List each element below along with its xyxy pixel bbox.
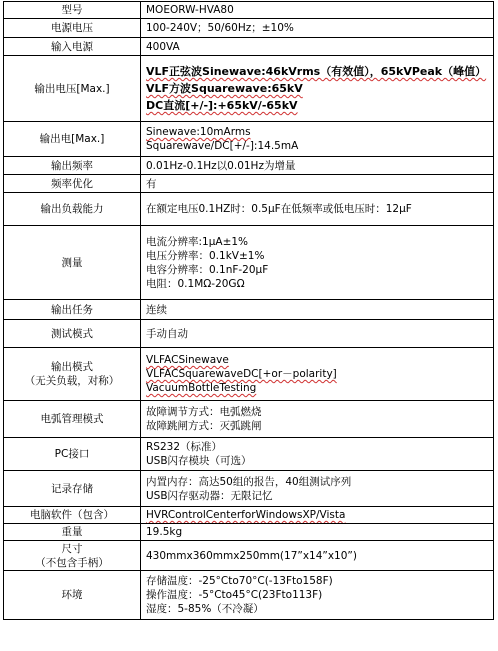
row-value-arc-management [141,401,494,438]
row-label-dimensions [4,541,141,571]
row-label-load-capacity: 输出负载能力 [4,193,141,226]
table-row [4,300,494,320]
measurement-current-resolution: 电流分辨率:1μA±1% [146,235,249,248]
table-row [4,2,494,19]
table-row [4,122,494,157]
pc-software-name: HVRControlCenterforWindowsXP/Vista [146,509,346,521]
table-row [4,571,494,620]
storage-usb-drive: USB闪存驱动器：无限记忆 [146,489,273,502]
row-label-frequency-optimization: 频率优化 [4,175,141,193]
row-label-output-duty: 输出任务 [4,300,141,320]
row-value-frequency-optimization: 有 [141,175,494,193]
table-row [4,38,494,56]
row-label-test-mode: 测试模式 [4,320,141,348]
output-mode-label: 输出模式 [51,361,93,373]
row-value-output-mode [141,348,494,401]
row-label-input-power: 输入电源 [4,38,141,56]
pc-interface-rs232: RS232（标准） [146,441,223,453]
row-value-model: MOEORW-HVA80 [141,2,494,19]
row-value-load-capacity: 在额定电压0.1HZ时：0.5μF在低频率或低电压时：12μF [141,193,494,226]
table-row [4,56,494,122]
spec-sheet [3,1,495,620]
measurement-capacitance-resolution: 电容分辨率：0.1nF-20μF [146,263,269,276]
row-label-environment: 环境 [4,571,141,620]
table-row [4,348,494,401]
output-current-square-dc: Squarewave/DC[+/-]:14.5mA [146,140,299,152]
table-row [4,541,494,571]
row-value-supply-voltage: 100-240V；50/60Hz；±10% [141,19,494,38]
measurement-voltage-resolution: 电压分辨率：0.1kV±1% [146,249,265,262]
row-label-arc-management: 电弧管理模式 [4,401,141,438]
measurement-resistance: 电阻：0.1MΩ-20GΩ [146,277,245,290]
spec-table [3,1,494,620]
table-row [4,226,494,300]
row-value-dimensions: 430mmx360mmx250mm(17”x14”x10”) [141,541,494,571]
row-label-output-mode [4,348,141,401]
row-value-output-current [141,122,494,157]
row-label-pc-software: 电脑软件（包含） [4,507,141,524]
row-label-record-storage: 记录存储 [4,471,141,507]
row-label-output-frequency: 输出频率 [4,157,141,175]
table-row [4,157,494,175]
environment-humidity: 湿度：5-85%（不冷凝） [146,603,264,615]
table-row [4,471,494,507]
table-row [4,320,494,348]
table-row [4,193,494,226]
output-current-sine: Sinewave:10mArms [146,126,251,138]
pc-interface-usb: USB闪存模块（可选） [146,455,252,467]
row-value-test-mode: 手动自动 [141,320,494,348]
row-value-record-storage [141,471,494,507]
row-value-pc-software [141,507,494,524]
row-value-pc-interface [141,438,494,471]
arc-fault-regulation: 故障调节方式：电弧燃烧 [146,406,262,418]
row-label-output-voltage: 输出电压[Max.] [4,56,141,122]
environment-storage-temperature: 存储温度：-25°Cto70°C(-13Fto158F) [146,575,333,587]
row-value-environment [141,571,494,620]
storage-internal-memory: 内置内存：高达50组的报告，40组测试序列 [146,475,352,488]
table-row [4,524,494,541]
output-mode-square-dc: VLFACSquarewaveDC[+or－polarity] [146,368,337,380]
row-value-output-frequency: 0.01Hz-0.1Hz以0.01Hz为增量 [141,157,494,175]
row-value-measurement [141,226,494,300]
row-label-weight: 重量 [4,524,141,541]
output-voltage-square: VLF方波Squarewave:65kV [146,82,303,95]
row-label-pc-interface: PC接口 [4,438,141,471]
row-label-model: 型号 [4,2,141,19]
row-value-output-duty: 连续 [141,300,494,320]
output-voltage-dc: DC直流[+/-]:+65kV/-65kV [146,99,298,112]
environment-operating-temperature: 操作温度：-5°Cto45°C(23Fto113F) [146,589,323,601]
row-label-output-current: 输出电[Max.] [4,122,141,157]
output-mode-label-note: （无关负载，对称） [24,375,120,387]
output-voltage-sine: VLF正弦波Sinewave:46kVrms（有效值），65kVPeak（峰值） [146,65,487,78]
table-row [4,19,494,38]
dimensions-label-note: （不包含手柄） [35,556,109,569]
row-value-weight: 19.5kg [141,524,494,541]
row-value-output-voltage [141,56,494,122]
dimensions-label: 尺寸 [61,542,83,555]
table-row [4,438,494,471]
row-label-supply-voltage: 电源电压 [4,19,141,38]
table-row [4,507,494,524]
row-label-measurement: 测量 [4,226,141,300]
table-row [4,401,494,438]
row-value-input-power: 400VA [141,38,494,56]
output-mode-vacuum-bottle: VacuumBottleTesting [146,382,257,394]
table-row [4,175,494,193]
output-mode-sine: VLFACSinewave [146,354,229,366]
arc-fault-trip: 故障跳闸方式：灭弧跳闸 [146,420,262,432]
